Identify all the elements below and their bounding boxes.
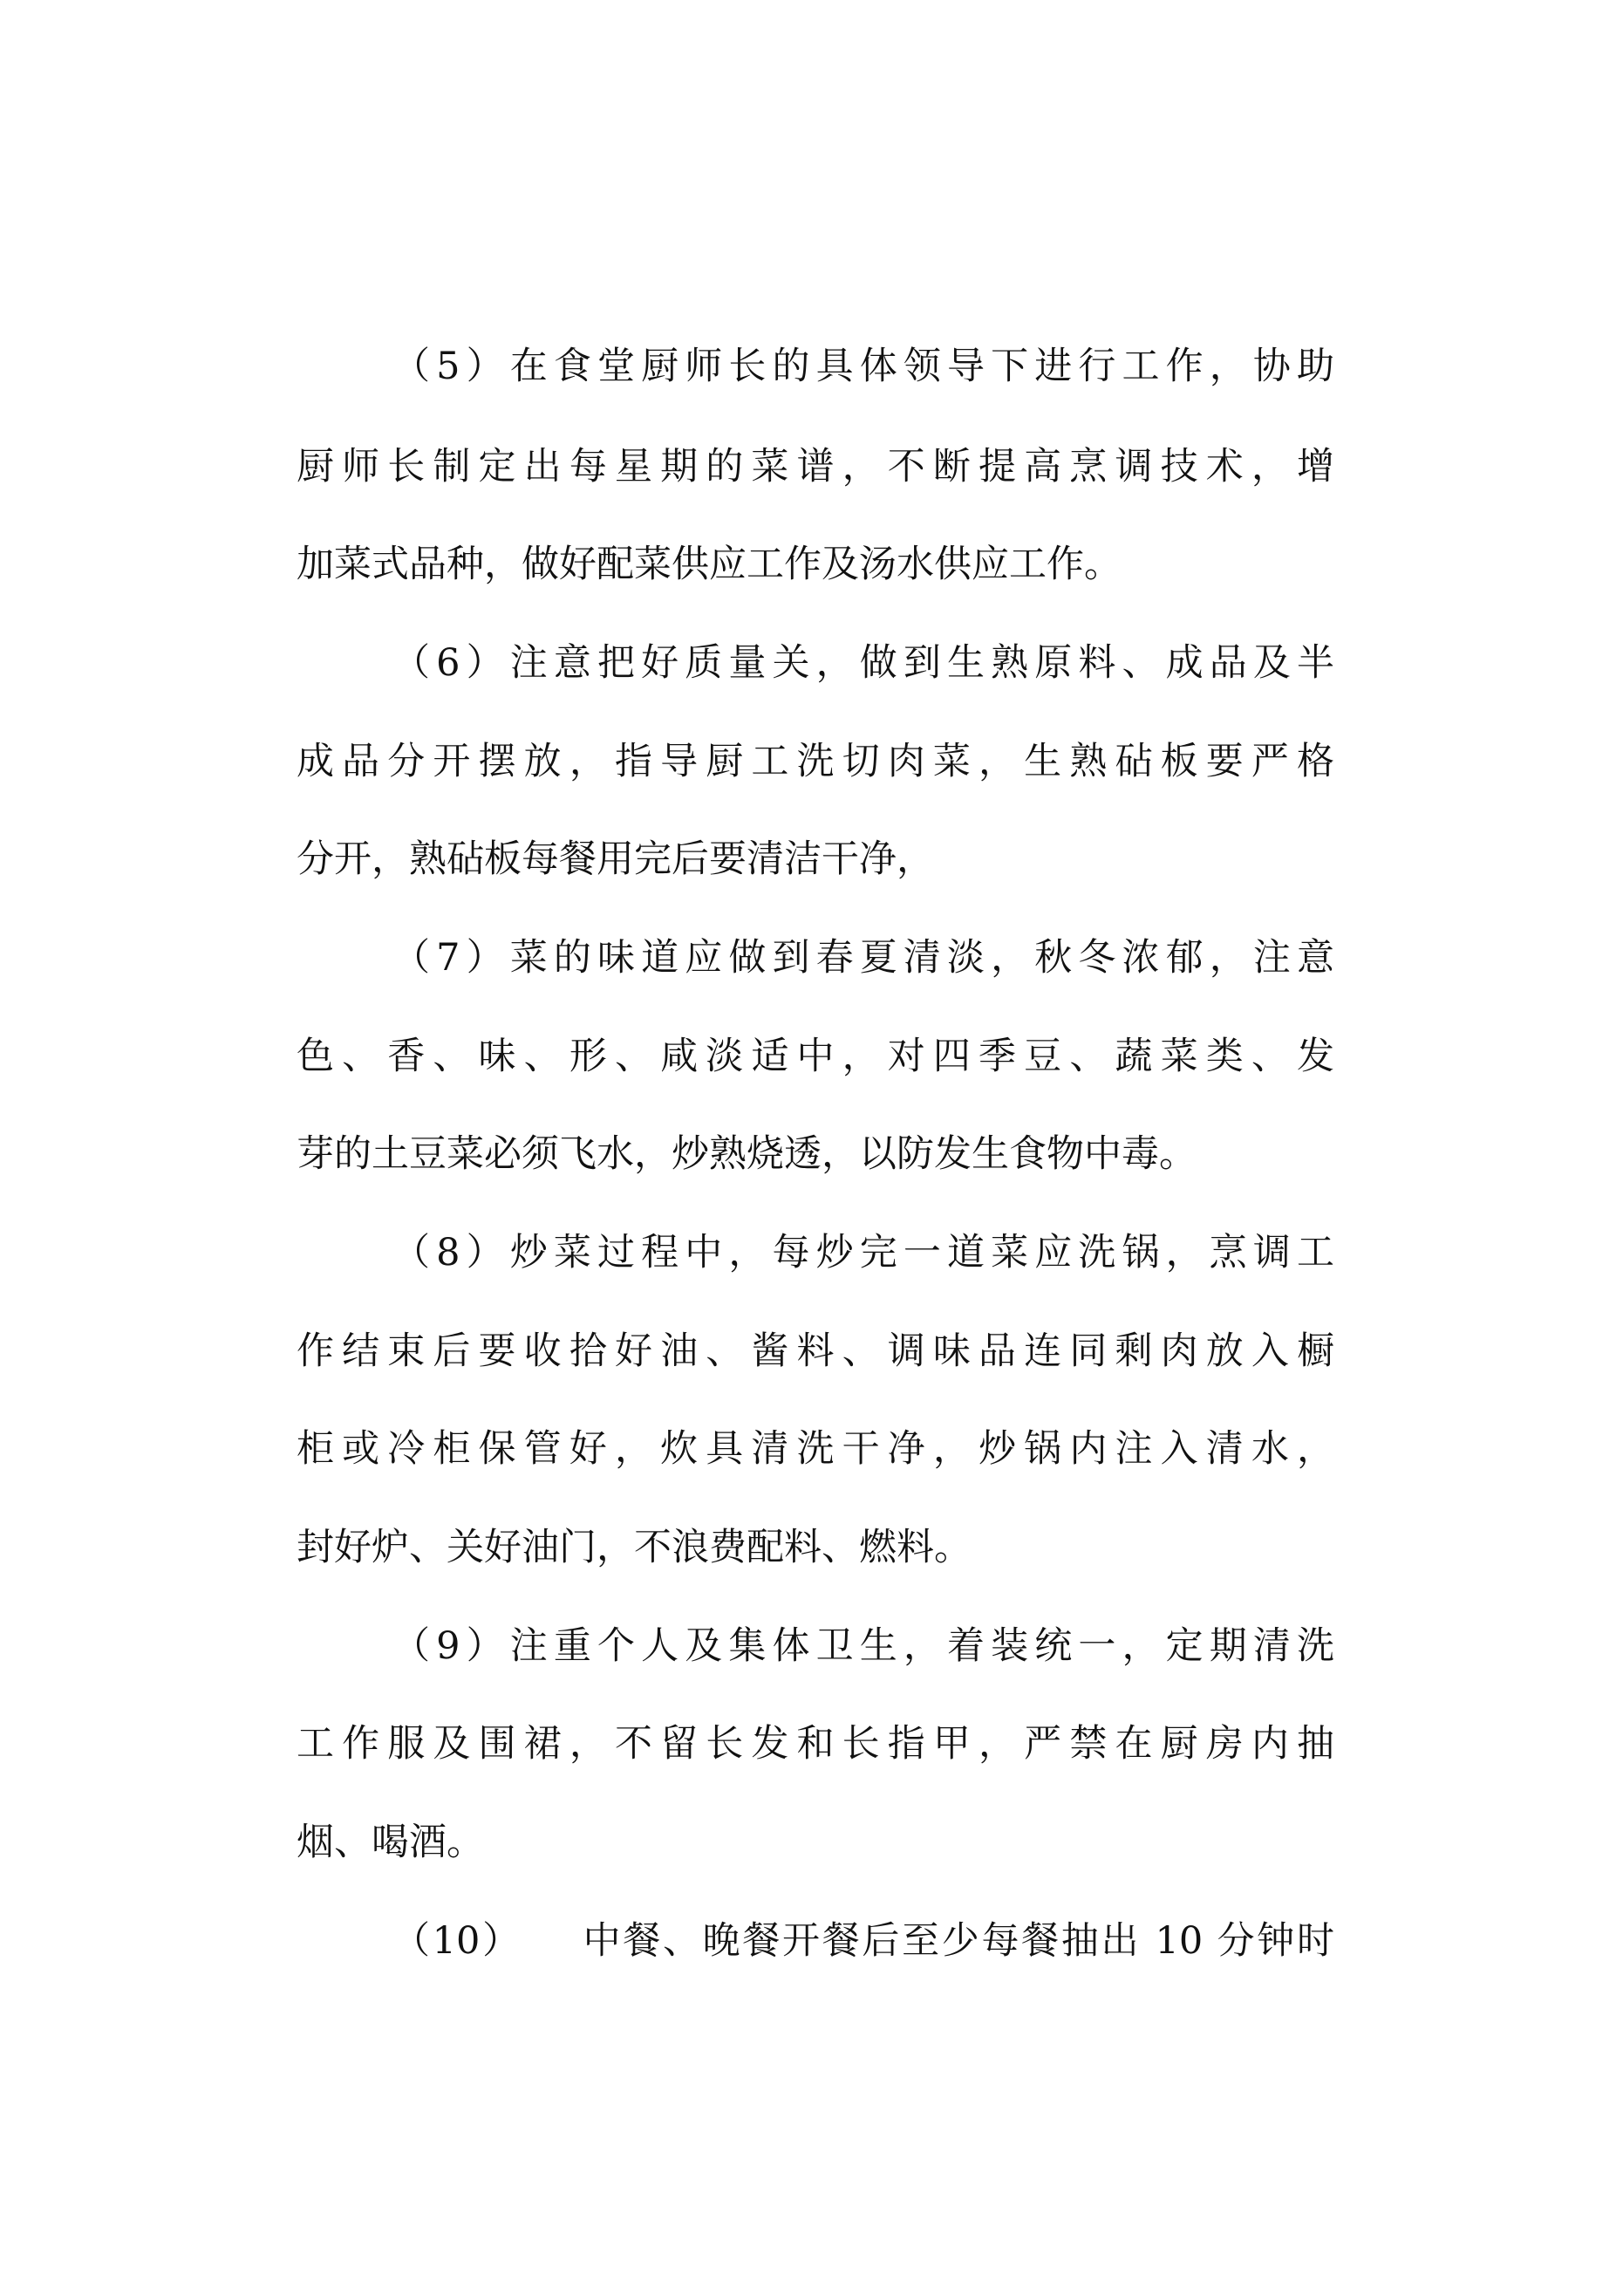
text-line: 加菜式品种，做好配菜供应工作及汤水供应工作。 [297,543,1122,586]
text-line: 工作服及围裙，不留长发和长指甲，严禁在厨房内抽 [297,1722,1334,1766]
text-line: 芽的土豆菜必须飞水，炒熟烧透，以防发生食物中毒。 [297,1132,1197,1176]
text-line: 封好炉、关好油门，不浪费配料、燃料。 [297,1526,972,1569]
text-line: （7）菜的味道应做到春夏清淡，秋冬浓郁，注意 [392,936,1334,980]
text-line: 成品分开摆放，指导厨工洗切肉菜，生熟砧板要严格 [297,740,1334,783]
text-line: （10） 中餐、晚餐开餐后至少每餐抽出 10 分钟时 [392,1919,1334,1963]
text-line: （8）炒菜过程中，每炒完一道菜应洗锅，烹调工 [392,1231,1334,1274]
text-line: 烟、喝酒。 [297,1821,484,1864]
text-line: （6）注意把好质量关，做到生熟原料、成品及半 [392,641,1334,685]
text-line: 色、香、味、形、咸淡适中，对四季豆、蔬菜类、发 [297,1035,1334,1078]
text-line: （5）在食堂厨师长的具体领导下进行工作，协助 [392,345,1334,388]
text-line: 作结束后要收拾好油、酱料、调味品连同剩肉放入橱 [297,1329,1334,1373]
text-line: 厨师长制定出每星期的菜谱，不断提高烹调技术，增 [297,445,1334,489]
text-line: 柜或冷柜保管好，炊具清洗干净，炒锅内注入清水， [297,1427,1334,1471]
text-line: 分开，熟砧板每餐用完后要清洁干净， [297,837,934,881]
text-line: （9）注重个人及集体卫生，着装统一，定期清洗 [392,1624,1334,1668]
